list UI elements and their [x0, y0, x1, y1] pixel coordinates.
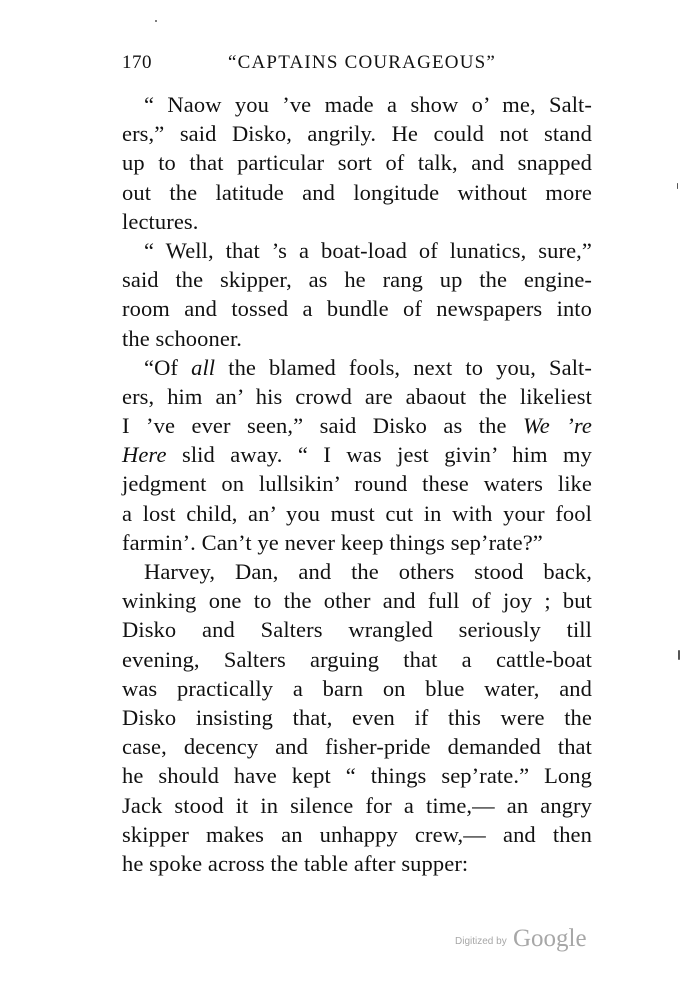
- text-line: [122, 411, 592, 440]
- italic-text: We ’re: [523, 413, 592, 439]
- text-run: “ Naow you ’ve made a show o’ me, Salt-: [144, 92, 592, 117]
- text-run: winking one to the other and full of joy ; but: [122, 588, 592, 614]
- italic-text: all: [191, 354, 216, 380]
- text-run: farmin’. Can’t ye never keep things sep’rate?”: [122, 529, 543, 555]
- text-run: up to that particular sort of talk, and snapped: [122, 150, 592, 176]
- text-line: [122, 528, 592, 557]
- text-run: out the latitude and longitude without more: [122, 179, 592, 205]
- print-speck: [678, 650, 680, 660]
- text-run: I ’ve ever seen,” said Disko as the: [122, 413, 523, 439]
- text-line: [122, 353, 592, 382]
- text-line: [122, 586, 592, 615]
- body-text: [122, 90, 592, 878]
- text-run: slid away. “ I was jest givin’ him my: [166, 442, 592, 468]
- text-run: said the skipper, as he rang up the engine-: [122, 267, 592, 293]
- text-line: [122, 703, 592, 732]
- page-number: 170: [122, 52, 152, 73]
- text-run: Harvey, Dan, and the others stood back,: [144, 559, 592, 584]
- text-line: [122, 294, 592, 323]
- italic-text: Here: [122, 442, 167, 468]
- print-speck: [677, 183, 678, 189]
- text-run: ers, him an’ his crowd are abaout the likeliest: [122, 383, 592, 409]
- text-line: [122, 236, 592, 265]
- text-line: [122, 119, 592, 148]
- text-line: [122, 324, 592, 353]
- text-run: the blamed fools, next to you, Salt-: [215, 354, 592, 380]
- text-line: [122, 557, 592, 586]
- text-run: case, decency and fisher-pride demanded that: [122, 734, 592, 760]
- text-run: skipper makes an unhappy crew,— and then: [122, 821, 592, 847]
- running-title: “CAPTAINS COURAGEOUS”: [228, 52, 497, 73]
- text-run: he spoke across the table after supper:: [122, 850, 469, 876]
- text-line: [122, 820, 592, 849]
- text-line: [122, 732, 592, 761]
- text-run: lectures.: [122, 208, 199, 234]
- text-line: [122, 615, 592, 644]
- text-run: evening, Salters arguing that a cattle-boat: [122, 646, 592, 672]
- print-speck: [155, 20, 157, 22]
- text-run: Disko insisting that, even if this were the: [122, 704, 592, 730]
- text-run: “ Well, that ’s a boat-load of lunatics, sure,”: [144, 237, 592, 263]
- text-line: [122, 469, 592, 498]
- text-line: [122, 382, 592, 411]
- text-line: [122, 148, 592, 177]
- text-line: [122, 207, 592, 236]
- text-line: [122, 499, 592, 528]
- text-line: [122, 761, 592, 790]
- text-line: [122, 674, 592, 703]
- watermark-prefix: Digitized by: [455, 936, 507, 947]
- text-line: [122, 265, 592, 294]
- digitized-watermark: [455, 925, 605, 953]
- text-run: Disko and Salters wrangled seriously till: [122, 617, 592, 643]
- text-run: jedgment on lullsikin’ round these waters like: [122, 471, 592, 497]
- text-line: [122, 440, 592, 469]
- text-line: [122, 791, 592, 820]
- text-run: a lost child, an’ you must cut in with your fool: [122, 500, 592, 526]
- text-run: ers,” said Disko, angrily. He could not stand: [122, 121, 592, 147]
- text-run: he should have kept “ things sep’rate.” Long: [122, 763, 592, 789]
- text-line: [122, 645, 592, 674]
- text-run: Jack stood it in silence for a time,— an angry: [122, 792, 592, 818]
- page-header: [122, 52, 592, 80]
- watermark-brand: Google: [513, 925, 587, 952]
- text-run: room and tossed a bundle of newspapers into: [122, 296, 592, 322]
- text-run: was practically a barn on blue water, and: [122, 675, 592, 701]
- text-line: [122, 90, 592, 119]
- text-run: the schooner.: [122, 325, 243, 351]
- text-line: [122, 178, 592, 207]
- text-run: “Of: [144, 354, 192, 380]
- text-line: [122, 849, 592, 878]
